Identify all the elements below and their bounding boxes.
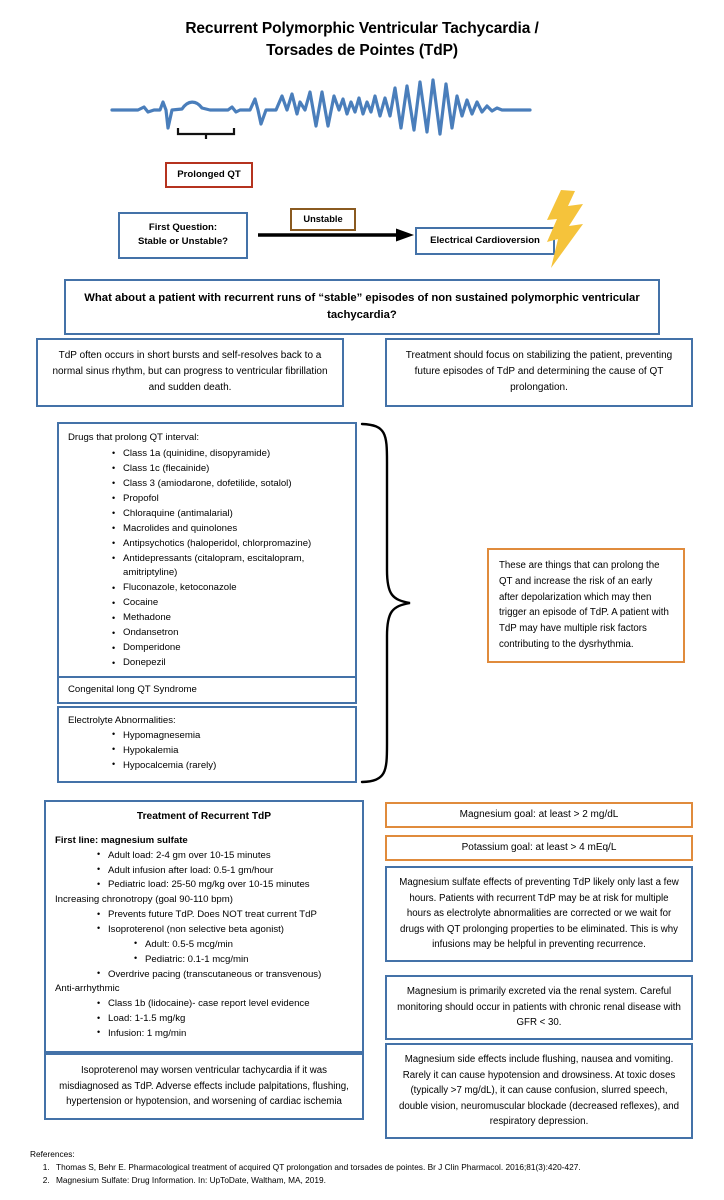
electrolytes-list	[68, 729, 346, 774]
unstable-edge-label	[290, 208, 356, 231]
list-item: • Adult infusion after load: 0.5-1 gm/hour	[97, 864, 353, 879]
treatment-title: Treatment of Recurrent TdP	[136, 811, 272, 822]
electrolyte-abnormalities-box	[57, 706, 357, 783]
treatment-of-recurrent-tdp-box	[44, 800, 364, 1053]
references-heading: References:	[30, 1149, 75, 1159]
isoproterenol-label: Isoproterenol (non selective beta agonist)	[108, 923, 284, 935]
list-item: • Domperidone	[112, 641, 346, 656]
chronotropy-list	[55, 908, 353, 982]
list-item: 1. Thomas S, Behr E. Pharmacological treatment of acquired QT prolongation and torsades de pointes. Br J Clin Pharmacol. 2016;81(3):420-427.	[52, 1161, 710, 1173]
magnesium-side-effects-text: Magnesium side effects include flushing, nausea and vomiting. Rarely it can cause hypotension and drowsiness. At toxic doses (typically >7 mg/dL), it can cause confusion, slurred speech, double vision, neuromuscular blockade (decreased reflexes), and respiratory depression.	[398, 1054, 680, 1128]
antiarrhythmic-heading: Anti-arrhythmic	[55, 983, 120, 995]
prolonged-qt-text: Prolonged QT	[177, 169, 241, 180]
magnesium-goal-box	[385, 802, 693, 828]
tdp-natural-history-box	[36, 338, 344, 407]
list-item: • Hypocalcemia (rarely)	[112, 759, 346, 774]
list-item: • Class 1c (flecainide)	[112, 462, 346, 477]
list-item: • Class 1a (quinidine, disopyramide)	[112, 447, 346, 462]
list-item: • Overdrive pacing (transcutaneous or transvenous)	[97, 968, 353, 983]
treatment-focus-text: Treatment should focus on stabilizing the patient, preventing future episodes of TdP and determining the cause of QT prolongation.	[405, 350, 673, 394]
qt-prolongation-explanation-text: These are things that can prolong the QT and increase the risk of an early after depolarization which may then trigger an episode of TdP. A patient with TdP may have multiple risk factors contributing to the dysrhythmia.	[499, 560, 669, 651]
treatment-focus-box	[385, 338, 693, 407]
list-item: • Adult: 0.5-5 mcg/min	[134, 938, 353, 953]
list-item: • Propofol	[112, 492, 346, 507]
chronotropy-heading: Increasing chronotropy (goal 90-110 bpm)	[55, 894, 233, 906]
drugs-heading: Drugs that prolong QT interval:	[68, 432, 200, 443]
first-question-box	[118, 212, 248, 259]
question-banner	[64, 279, 660, 335]
list-item: • Prevents future TdP. Does NOT treat current TdP	[97, 908, 353, 923]
list-item: • Donepezil	[112, 656, 346, 671]
list-item: • Chloraquine (antimalarial)	[112, 507, 346, 522]
magnesium-duration-box	[385, 866, 693, 962]
unstable-text: Unstable	[303, 214, 343, 224]
qt-prolongation-explanation-box	[487, 548, 685, 663]
first-question-line2: Stable or Unstable?	[137, 236, 229, 248]
drugs-list	[68, 447, 346, 671]
isoproterenol-warning-text: Isoproterenol may worsen ventricular tachycardia if it was misdiagnosed as TdP. Adverse effects include palpitations, flushing, hypertension or hypotension, and worsening of cardiac ischemia	[59, 1065, 349, 1108]
magnesium-goal-text: Magnesium goal: at least > 2 mg/dL	[459, 809, 619, 820]
causes-curly-brace	[360, 422, 412, 784]
magnesium-renal-text: Magnesium is primarily excreted via the renal system. Careful monitoring should occur in patients with chronic renal disease with GFR < 30.	[397, 986, 681, 1029]
congenital-long-qt-text: Congenital long QT Syndrome	[68, 684, 197, 695]
list-item	[97, 923, 353, 968]
list-item: • Pediatric load: 25-50 mg/kg over 10-15 minutes	[97, 878, 353, 893]
electrolytes-heading: Electrolyte Abnormalities:	[68, 715, 176, 726]
list-item: • Infusion: 1 mg/min	[97, 1027, 353, 1042]
tdp-natural-history-text: TdP often occurs in short bursts and self-resolves back to a normal sinus rhythm, but can progress to ventricular fibrillation and sudden death.	[52, 350, 328, 394]
list-item: • Ondansetron	[112, 626, 346, 641]
list-item: • Class 3 (amiodarone, dofetilide, sotalol)	[112, 477, 346, 492]
magnesium-duration-text: Magnesium sulfate effects of preventing TdP likely only last a few hours. Patients with recurrent TdP may be at risk for multiple hours as electrolyte abnormalities are corrected or we wait for drugs with QT prolonging properties to be eliminated. This is why infusions may be helpful in preventing recurrence.	[399, 877, 679, 951]
antiarrhythmic-list	[55, 997, 353, 1042]
list-item: • Macrolides and quinolones	[112, 522, 346, 537]
list-item: • Hypokalemia	[112, 744, 346, 759]
list-item: • Fluconazole, ketoconazole	[112, 581, 346, 596]
list-item: • Class 1b (lidocaine)- case report level evidence	[97, 997, 353, 1012]
list-item: • Antidepressants (citalopram, escitalopram, amitriptyline)	[112, 552, 346, 582]
first-question-line1: First Question:	[148, 222, 218, 233]
prolonged-qt-bracket	[176, 126, 236, 140]
page-title-line2: Torsades de Pointes (TdP)	[266, 42, 458, 60]
first-line-heading: First line: magnesium sulfate	[55, 834, 188, 846]
list-item: • Adult load: 2-4 gm over 10-15 minutes	[97, 849, 353, 864]
references-list	[30, 1161, 710, 1186]
list-item: 2. Magnesium Sulfate: Drug Information. In: UpToDate, Waltham, MA, 2019.	[52, 1174, 710, 1186]
list-item: • Load: 1-1.5 mg/kg	[97, 1012, 353, 1027]
prolonged-qt-label	[165, 162, 253, 188]
list-item: • Antipsychotics (haloperidol, chlorpromazine)	[112, 537, 346, 552]
list-item: • Hypomagnesemia	[112, 729, 346, 744]
isoproterenol-warning-box	[44, 1053, 364, 1120]
electrical-cardioversion-box	[415, 227, 555, 255]
page-title-line1: Recurrent Polymorphic Ventricular Tachycardia /	[185, 20, 539, 37]
potassium-goal-box	[385, 835, 693, 861]
electrical-cardioversion-text: Electrical Cardioversion	[430, 235, 540, 246]
references-section	[30, 1148, 710, 1186]
congenital-long-qt-box	[57, 676, 357, 704]
list-item: • Pediatric: 0.1-1 mcg/min	[134, 953, 353, 968]
magnesium-renal-box	[385, 975, 693, 1040]
potassium-goal-text: Potassium goal: at least > 4 mEq/L	[461, 842, 617, 853]
page-title	[0, 18, 724, 63]
isoproterenol-dosing-list	[108, 938, 353, 968]
list-item: • Methadone	[112, 611, 346, 626]
first-line-list	[55, 849, 353, 894]
qt-prolonging-drugs-box	[57, 422, 357, 682]
question-banner-text: What about a patient with recurrent runs of “stable” episodes of non sustained polymorphic ventricular tachycardia?	[84, 292, 640, 321]
list-item: • Cocaine	[112, 596, 346, 611]
lightning-bolt-icon	[543, 190, 587, 268]
magnesium-side-effects-box	[385, 1043, 693, 1139]
